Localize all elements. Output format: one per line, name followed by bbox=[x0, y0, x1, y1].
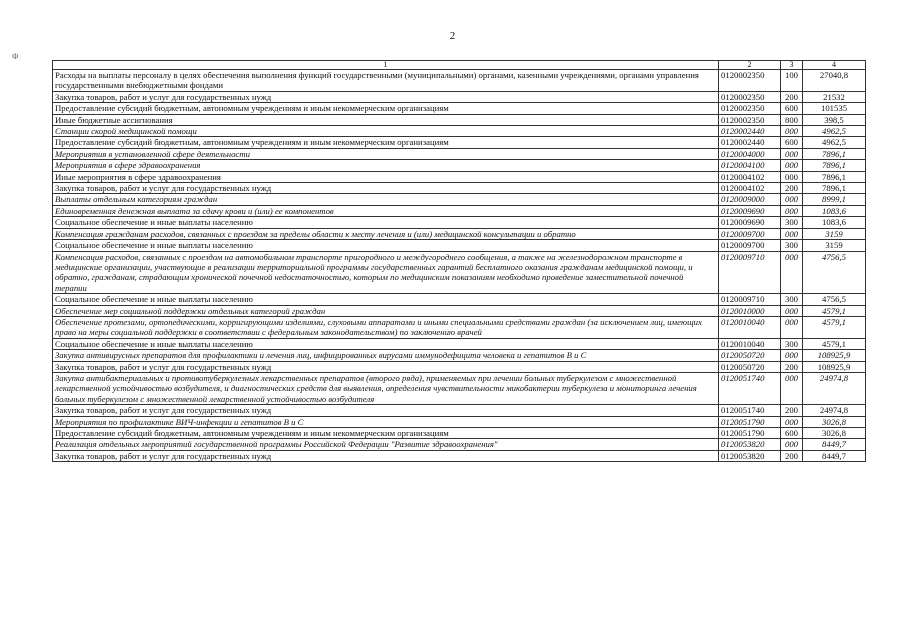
row-name-cell: Закупка товаров, работ и услуг для государственных нужд bbox=[53, 183, 719, 194]
row-amount-cell: 108925,9 bbox=[803, 350, 866, 361]
row-code-cell: 0120009700 bbox=[719, 228, 781, 239]
row-code-cell: 0120002350 bbox=[719, 70, 781, 92]
row-name-cell: Иные бюджетные ассигнования bbox=[53, 114, 719, 125]
table-row bbox=[53, 251, 866, 294]
row-name-cell: Станции скорой медицинской помощи bbox=[53, 126, 719, 137]
row-name-cell: Предоставление субсидий бюджетным, автономным учреждениям и иным некоммерческим организациям bbox=[53, 428, 719, 439]
table-row bbox=[53, 171, 866, 182]
row-amount-cell: 398,5 bbox=[803, 114, 866, 125]
row-name-cell: Расходы на выплаты персоналу в целях обеспечения выполнения функций государственными (муниципальными) органами, казенными учреждениями, органами управления государственными внебюджетными фондами bbox=[53, 70, 719, 92]
row-name-cell: Выплаты отдельным категориям граждан bbox=[53, 194, 719, 205]
row-name-cell: Предоставление субсидий бюджетным, автономным учреждениям и иным некоммерческим организациям bbox=[53, 103, 719, 114]
row-code-cell: 0120009700 bbox=[719, 240, 781, 251]
row-type-cell: 600 bbox=[781, 428, 803, 439]
table-row bbox=[53, 148, 866, 159]
table-row bbox=[53, 372, 866, 404]
table-row bbox=[53, 228, 866, 239]
row-code-cell: 0120009690 bbox=[719, 205, 781, 216]
row-name-cell: Закупка антивирусных препаратов для профилактики и лечения лиц, инфицированных вирусами иммунодефицита человека и гепатитов В и С bbox=[53, 350, 719, 361]
row-amount-cell: 7896,1 bbox=[803, 160, 866, 171]
budget-table bbox=[52, 60, 866, 462]
row-type-cell: 000 bbox=[781, 316, 803, 338]
table-row bbox=[53, 361, 866, 372]
row-type-cell: 800 bbox=[781, 114, 803, 125]
row-amount-cell: 4756,5 bbox=[803, 294, 866, 305]
table-row bbox=[53, 205, 866, 216]
row-amount-cell: 24974,8 bbox=[803, 405, 866, 416]
row-name-cell: Реализация отдельных мероприятий государственной программы Российской Федерации "Развитие здравоохранения" bbox=[53, 439, 719, 450]
row-type-cell: 000 bbox=[781, 305, 803, 316]
table-row bbox=[53, 350, 866, 361]
row-code-cell: 0120002440 bbox=[719, 126, 781, 137]
table-row bbox=[53, 126, 866, 137]
table-row bbox=[53, 294, 866, 305]
row-type-cell: 200 bbox=[781, 91, 803, 102]
table-row bbox=[53, 439, 866, 450]
row-amount-cell: 1083,6 bbox=[803, 217, 866, 228]
table-row bbox=[53, 405, 866, 416]
row-name-cell: Мероприятия в сфере здравоохранения bbox=[53, 160, 719, 171]
row-amount-cell: 7896,1 bbox=[803, 183, 866, 194]
row-amount-cell: 7896,1 bbox=[803, 171, 866, 182]
row-code-cell: 0120051740 bbox=[719, 405, 781, 416]
row-name-cell: Иные мероприятия в сфере здравоохранения bbox=[53, 171, 719, 182]
row-amount-cell: 4579,1 bbox=[803, 305, 866, 316]
row-amount-cell: 1083,6 bbox=[803, 205, 866, 216]
row-amount-cell: 8449,7 bbox=[803, 450, 866, 461]
row-code-cell: 0120004100 bbox=[719, 160, 781, 171]
row-code-cell: 0120010040 bbox=[719, 316, 781, 338]
row-code-cell: 0120051740 bbox=[719, 372, 781, 404]
page-number: 2 bbox=[449, 30, 456, 42]
row-name-cell: Мероприятия по профилактике ВИЧ-инфекции и гепатитов В и С bbox=[53, 416, 719, 427]
table-row bbox=[53, 305, 866, 316]
row-name-cell: Мероприятия в установленной сфере деятельности bbox=[53, 148, 719, 159]
row-type-cell: 300 bbox=[781, 294, 803, 305]
row-name-cell: Социальное обеспечение и иные выплаты населению bbox=[53, 217, 719, 228]
row-type-cell: 000 bbox=[781, 350, 803, 361]
table-row bbox=[53, 217, 866, 228]
table-row bbox=[53, 194, 866, 205]
row-code-cell: 0120010000 bbox=[719, 305, 781, 316]
row-amount-cell: 3159 bbox=[803, 228, 866, 239]
row-type-cell: 000 bbox=[781, 251, 803, 294]
row-type-cell: 000 bbox=[781, 126, 803, 137]
row-code-cell: 0120050720 bbox=[719, 350, 781, 361]
row-amount-cell: 8999,1 bbox=[803, 194, 866, 205]
row-amount-cell: 4579,1 bbox=[803, 338, 866, 349]
table-row bbox=[53, 91, 866, 102]
row-name-cell: Закупка товаров, работ и услуг для государственных нужд bbox=[53, 91, 719, 102]
header-col-type: 3 bbox=[781, 61, 803, 70]
row-amount-cell: 3026,8 bbox=[803, 428, 866, 439]
row-amount-cell: 4579,1 bbox=[803, 316, 866, 338]
row-code-cell: 0120009690 bbox=[719, 217, 781, 228]
table-row bbox=[53, 70, 866, 92]
table-row bbox=[53, 428, 866, 439]
row-code-cell: 0120002440 bbox=[719, 137, 781, 148]
row-amount-cell: 27040,8 bbox=[803, 70, 866, 92]
row-type-cell: 000 bbox=[781, 416, 803, 427]
row-amount-cell: 4756,5 bbox=[803, 251, 866, 294]
row-name-cell: Компенсация расходов, связанных с проездом на автомобильном транспорте пригородного и междугороднего сообщения, а также на железнодорожном транспорте в медицинские организации, участвующие в реализации территориальной программы государственных гарантий бесплатного оказания гражданам медицинской помощи, и обратно, гражданам, страдающим хронической почечной недостаточностью, которым по медицинским показаниям необходимо проведение заместительной почечной терапии bbox=[53, 251, 719, 294]
row-amount-cell: 21532 bbox=[803, 91, 866, 102]
row-type-cell: 600 bbox=[781, 137, 803, 148]
row-code-cell: 0120004102 bbox=[719, 183, 781, 194]
row-code-cell: 0120009710 bbox=[719, 294, 781, 305]
header-col-name: 1 bbox=[53, 61, 719, 70]
row-code-cell: 0120051790 bbox=[719, 416, 781, 427]
row-type-cell: 300 bbox=[781, 240, 803, 251]
row-code-cell: 0120004102 bbox=[719, 171, 781, 182]
table-row bbox=[53, 114, 866, 125]
row-type-cell: 100 bbox=[781, 70, 803, 92]
row-type-cell: 000 bbox=[781, 228, 803, 239]
row-type-cell: 000 bbox=[781, 148, 803, 159]
row-name-cell: Социальное обеспечение и иные выплаты населению bbox=[53, 240, 719, 251]
table-row bbox=[53, 240, 866, 251]
row-type-cell: 000 bbox=[781, 439, 803, 450]
row-name-cell: Закупка товаров, работ и услуг для государственных нужд bbox=[53, 405, 719, 416]
table-row bbox=[53, 416, 866, 427]
row-code-cell: 0120051790 bbox=[719, 428, 781, 439]
table-header-row bbox=[53, 61, 866, 70]
table-body bbox=[53, 70, 866, 462]
row-code-cell: 0120009710 bbox=[719, 251, 781, 294]
row-code-cell: 0120002350 bbox=[719, 91, 781, 102]
row-type-cell: 300 bbox=[781, 217, 803, 228]
row-code-cell: 0120010040 bbox=[719, 338, 781, 349]
row-type-cell: 200 bbox=[781, 361, 803, 372]
row-type-cell: 200 bbox=[781, 183, 803, 194]
row-type-cell: 300 bbox=[781, 338, 803, 349]
header-col-code: 2 bbox=[719, 61, 781, 70]
row-type-cell: 000 bbox=[781, 194, 803, 205]
table-row bbox=[53, 103, 866, 114]
row-amount-cell: 108925,9 bbox=[803, 361, 866, 372]
table-row bbox=[53, 137, 866, 148]
row-name-cell: Обеспечение мер социальной поддержки отдельных категорий граждан bbox=[53, 305, 719, 316]
row-code-cell: 0120053820 bbox=[719, 450, 781, 461]
row-name-cell: Закупка антибактериальных и противотуберкулезных лекарственных препаратов (второго ряда), применяемых при лечении больных туберкулезом с множественной лекарственной устойчивостью возбудителя, и диагностических средств для выявления, определения чувствительности микобактерии туберкулеза и мониторинга лечения больных туберкулезом с множественной лекарственной устойчивостью возбудителя bbox=[53, 372, 719, 404]
row-amount-cell: 3159 bbox=[803, 240, 866, 251]
table-row bbox=[53, 316, 866, 338]
row-type-cell: 600 bbox=[781, 103, 803, 114]
row-code-cell: 0120002350 bbox=[719, 103, 781, 114]
row-type-cell: 200 bbox=[781, 405, 803, 416]
row-code-cell: 0120004000 bbox=[719, 148, 781, 159]
corner-mark: Ф bbox=[12, 52, 19, 61]
row-name-cell: Обеспечение протезами, ортопедическими, корригирующими изделиями, слуховыми аппаратами и иными специальными средствами граждан (за исключением лиц, имеющих право на меры социальной поддержки в соответствии с федеральным законодательством) по заключению врачей bbox=[53, 316, 719, 338]
row-type-cell: 200 bbox=[781, 450, 803, 461]
row-code-cell: 0120053820 bbox=[719, 439, 781, 450]
row-name-cell: Единовременная денежная выплата за сдачу крови и (или) ее компонентов bbox=[53, 205, 719, 216]
row-code-cell: 0120009000 bbox=[719, 194, 781, 205]
header-col-amount: 4 bbox=[803, 61, 866, 70]
row-name-cell: Закупка товаров, работ и услуг для государственных нужд bbox=[53, 450, 719, 461]
row-code-cell: 0120050720 bbox=[719, 361, 781, 372]
row-type-cell: 000 bbox=[781, 372, 803, 404]
row-amount-cell: 4962,5 bbox=[803, 126, 866, 137]
row-amount-cell: 4962,5 bbox=[803, 137, 866, 148]
row-amount-cell: 24974,8 bbox=[803, 372, 866, 404]
row-type-cell: 000 bbox=[781, 205, 803, 216]
row-name-cell: Социальное обеспечение и иные выплаты населению bbox=[53, 338, 719, 349]
row-type-cell: 000 bbox=[781, 160, 803, 171]
row-amount-cell: 7896,1 bbox=[803, 148, 866, 159]
row-amount-cell: 101535 bbox=[803, 103, 866, 114]
row-name-cell: Компенсация гражданам расходов, связанных с проездом за пределы области к месту лечения и (или) медицинской консультации и обратно bbox=[53, 228, 719, 239]
table-row bbox=[53, 160, 866, 171]
row-name-cell: Социальное обеспечение и иные выплаты населению bbox=[53, 294, 719, 305]
table-row bbox=[53, 183, 866, 194]
row-type-cell: 000 bbox=[781, 171, 803, 182]
row-name-cell: Предоставление субсидий бюджетным, автономным учреждениям и иным некоммерческим организациям bbox=[53, 137, 719, 148]
table-row bbox=[53, 338, 866, 349]
row-amount-cell: 3026,8 bbox=[803, 416, 866, 427]
row-amount-cell: 8449,7 bbox=[803, 439, 866, 450]
table-row bbox=[53, 450, 866, 461]
row-code-cell: 0120002350 bbox=[719, 114, 781, 125]
row-name-cell: Закупка товаров, работ и услуг для государственных нужд bbox=[53, 361, 719, 372]
